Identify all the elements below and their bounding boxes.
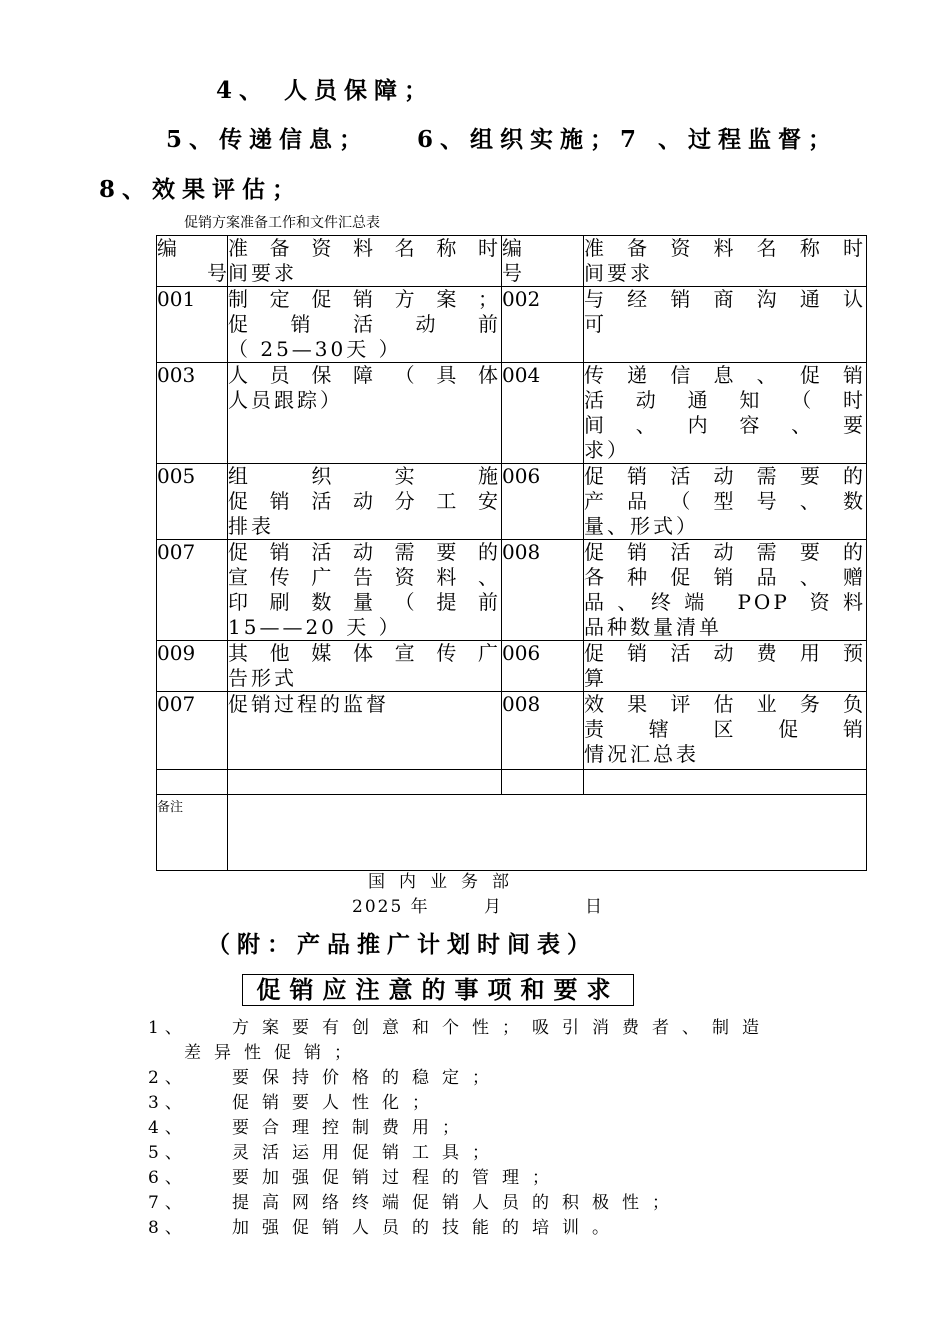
cell-line: 产品（型号、数 bbox=[584, 489, 866, 513]
list-item-number: 6、 bbox=[148, 1168, 188, 1188]
list-item-number: 3、 bbox=[148, 1093, 188, 1113]
cell-line: 人员保障（具体 bbox=[228, 363, 501, 387]
list-item bbox=[148, 1216, 848, 1241]
list-item bbox=[148, 1066, 848, 1091]
cell-line: 品种数量清单 bbox=[584, 615, 722, 639]
item-name-2 bbox=[584, 464, 867, 540]
code-header-2: 编 号 bbox=[502, 236, 584, 287]
table-row bbox=[157, 464, 867, 540]
table-row bbox=[157, 540, 867, 641]
list-item-text: 促销要人性化； bbox=[232, 1093, 442, 1113]
summary-table bbox=[156, 235, 867, 871]
name-header: 准备资料名称时 间要求 bbox=[228, 236, 501, 285]
list-item bbox=[148, 1141, 848, 1166]
cell-line: 活动通知（时 bbox=[584, 388, 866, 412]
list-item bbox=[148, 1116, 848, 1141]
list-item-number: 8、 bbox=[148, 1218, 188, 1238]
cell-line: 人员跟踪） bbox=[228, 388, 343, 412]
empty-cell bbox=[502, 770, 584, 795]
item-name bbox=[228, 540, 502, 641]
cell-line: （ 25—30天 ） bbox=[228, 337, 402, 361]
item-code-2: 002 bbox=[502, 287, 584, 363]
attachment-note: （附：产品推广计划时间表） bbox=[207, 931, 597, 958]
cell-line: 各种促销品、赠 bbox=[584, 565, 866, 589]
cell-line: 组织实施 bbox=[228, 464, 501, 488]
heading-item-4: 4、 人员保障； bbox=[216, 77, 435, 104]
item-code: 007 bbox=[157, 692, 228, 770]
cell-line: 量、形式） bbox=[584, 514, 699, 538]
cell-line: 排表 bbox=[228, 514, 274, 538]
list-item-number: 4、 bbox=[148, 1118, 188, 1138]
list-item-text: 方案要有创意和个性；吸引消费者、制造 bbox=[232, 1018, 772, 1038]
table-row bbox=[157, 287, 867, 363]
cell-line: 品、终端 POP 资料 bbox=[584, 590, 866, 614]
item-code: 003 bbox=[157, 363, 228, 464]
item-code-2: 004 bbox=[502, 363, 584, 464]
list-item bbox=[148, 1191, 848, 1216]
table-header-row bbox=[157, 236, 867, 287]
item-name bbox=[228, 692, 502, 770]
cell-line: 间、内容、要 bbox=[584, 413, 866, 437]
notes-title: 促销应注意的事项和要求 bbox=[242, 974, 634, 1006]
item-code-2: 006 bbox=[502, 641, 584, 692]
cell-line: 求） bbox=[584, 438, 630, 462]
cell-line: 传递信息、促销 bbox=[584, 363, 866, 387]
list-item bbox=[148, 1016, 848, 1041]
cell-line: 算 bbox=[584, 666, 607, 690]
date-year: 2025 年 bbox=[352, 897, 430, 917]
notes-list bbox=[148, 1016, 848, 1241]
list-item-text: 提高网络终端促销人员的积极性； bbox=[232, 1193, 682, 1213]
item-name bbox=[228, 287, 502, 363]
cell-line: 促销活动需要的 bbox=[584, 464, 866, 488]
list-item-text: 加强促销人员的技能的培训。 bbox=[232, 1218, 622, 1238]
list-item-number: 1、 bbox=[148, 1018, 188, 1038]
cell-line: 制定促销方案； bbox=[228, 287, 501, 311]
date-day: 日 bbox=[585, 897, 602, 917]
list-item bbox=[148, 1166, 848, 1191]
list-item-continuation: 差异性促销； bbox=[184, 1043, 364, 1063]
item-name bbox=[228, 464, 502, 540]
table-row bbox=[157, 363, 867, 464]
list-item-text: 要合理控制费用； bbox=[232, 1118, 472, 1138]
date-month: 月 bbox=[484, 897, 501, 917]
list-item-text: 要保持价格的稳定； bbox=[232, 1068, 502, 1088]
item-name-2 bbox=[584, 540, 867, 641]
cell-line: 情况汇总表 bbox=[584, 742, 699, 766]
cell-line: 促销过程的监督 bbox=[228, 692, 389, 716]
cell-line: 促销活动分工安 bbox=[228, 489, 501, 513]
cell-line: 可 bbox=[584, 312, 607, 336]
heading-item-8: 8、效果评估； bbox=[99, 176, 303, 203]
cell-line: 责辖区促销 bbox=[584, 717, 866, 741]
table-row bbox=[157, 641, 867, 692]
item-code: 001 bbox=[157, 287, 228, 363]
name-header-2: 准备资料名称时 间要求 bbox=[584, 236, 866, 285]
item-code-2: 006 bbox=[502, 464, 584, 540]
cell-line: 促销活动需要的 bbox=[584, 540, 866, 564]
heading-item-5: 5、传递信息； bbox=[166, 126, 370, 153]
list-item-text: 要加强促销过程的管理； bbox=[232, 1168, 562, 1188]
empty-cell bbox=[584, 770, 867, 795]
item-code: 007 bbox=[157, 540, 228, 641]
table-caption: 促销方案准备工作和文件汇总表 bbox=[184, 215, 380, 231]
heading-item-6-7: 6、组织实施；7 、过程监督； bbox=[417, 126, 839, 153]
table-row bbox=[157, 692, 867, 770]
cell-line: 与经销商沟通认 bbox=[584, 287, 866, 311]
cell-line: 促销活动前 bbox=[228, 312, 501, 336]
item-code-2: 008 bbox=[502, 540, 584, 641]
item-code: 009 bbox=[157, 641, 228, 692]
empty-cell bbox=[157, 770, 228, 795]
item-name bbox=[228, 641, 502, 692]
cell-line: 15——20 天 ） bbox=[228, 615, 402, 639]
list-item-text: 灵活运用促销工具； bbox=[232, 1143, 502, 1163]
item-name bbox=[228, 363, 502, 464]
cell-line: 告形式 bbox=[228, 666, 297, 690]
item-name-2 bbox=[584, 692, 867, 770]
item-name-2 bbox=[584, 363, 867, 464]
cell-line: 效果评估业务负 bbox=[584, 692, 866, 716]
cell-line: 宣传广告资料、 bbox=[228, 565, 501, 589]
cell-line: 促销活动需要的 bbox=[228, 540, 501, 564]
item-name-2 bbox=[584, 287, 867, 363]
list-item-number: 7、 bbox=[148, 1193, 188, 1213]
list-item bbox=[148, 1091, 848, 1116]
item-code-2: 008 bbox=[502, 692, 584, 770]
list-item-number: 5、 bbox=[148, 1143, 188, 1163]
item-name-2 bbox=[584, 641, 867, 692]
code-header: 编 号 bbox=[157, 236, 227, 285]
item-code: 005 bbox=[157, 464, 228, 540]
remark-label: 备注 bbox=[157, 795, 228, 871]
remark-row bbox=[157, 795, 867, 871]
empty-row bbox=[157, 770, 867, 795]
list-item-number: 2、 bbox=[148, 1068, 188, 1088]
department-name: 国内业务部 bbox=[368, 872, 523, 892]
cell-line: 印刷数量（提前 bbox=[228, 590, 501, 614]
empty-cell bbox=[228, 770, 502, 795]
cell-line: 其他媒体宣传广 bbox=[228, 641, 501, 665]
cell-line: 促销活动费用预 bbox=[584, 641, 866, 665]
remark-content bbox=[228, 795, 867, 871]
